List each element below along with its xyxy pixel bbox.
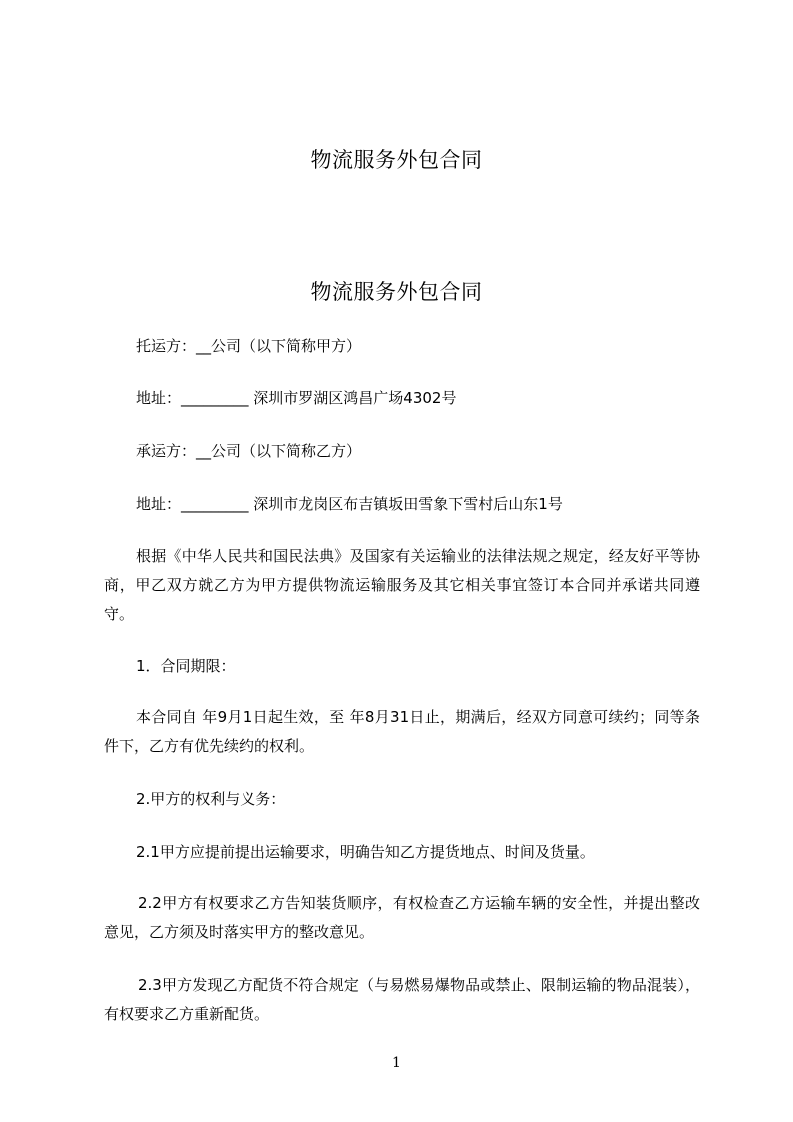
clause-2-3: 2.3甲方发现乙方配货不符合规定（与易燃易爆物品或禁止、限制运输的物品混装），有权要求乙方重新配货。 [104, 976, 700, 1023]
carrier-line: 承运方：__公司（以下简称乙方） [136, 442, 362, 460]
clause-2-1: 2.1甲方应提前提出运输要求，明确告知乙方提货地点、时间及货量。 [136, 843, 595, 861]
shipper-address-line: 地址：_________ 深圳市罗湖区鸿昌广场4302号 [136, 389, 457, 407]
clause-2-2: 2.2甲方有权要求乙方告知装货顺序，有权检查乙方运输车辆的安全性，并提出整改意见，乙方须及时落实甲方的整改意见。 [104, 894, 700, 941]
section-1-heading: 1．合同期限： [136, 657, 236, 675]
carrier-address-line: 地址：_________ 深圳市龙岗区布吉镇坂田雪象下雪村后山东1号 [136, 495, 563, 513]
cover-title: 物流服务外包合同 [310, 148, 483, 172]
shipper-line: 托运方：__公司（以下简称甲方） [136, 337, 362, 355]
preamble-paragraph: 根据《中华人民共和国民法典》及国家有关运输业的法律法规之规定，经友好平等协商，甲乙双方就乙方为甲方提供物流运输服务及其它相关事宜签订本合同并承诺共同遵守。 [104, 547, 700, 623]
section-1-body: 本合同自 年9月1日起生效，至 年8月31日止，期满后，经双方同意可续约；同等条件下，乙方有优先续约的权利。 [104, 708, 700, 755]
section-2-heading: 2.甲方的权利与义务： [136, 790, 286, 808]
contract-title: 物流服务外包合同 [310, 280, 483, 304]
page-number: 1 [392, 1055, 401, 1071]
